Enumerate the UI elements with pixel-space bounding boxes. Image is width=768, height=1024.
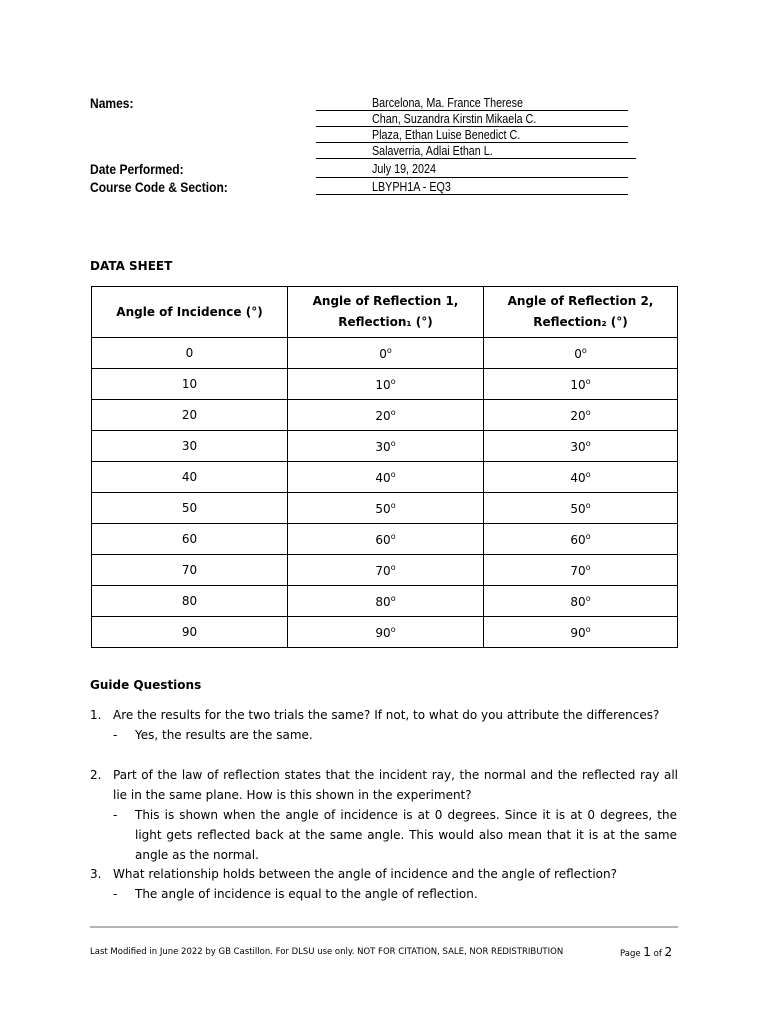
course-label: Course Code & Section: (90, 179, 228, 195)
cell-reflection-1: 90$^o$ (288, 617, 484, 648)
question-2-number: 2. (90, 768, 102, 782)
question-3-text: What relationship holds between the angle of incidence and the angle of reflection? (113, 867, 617, 881)
date-value: July 19, 2024 (372, 162, 436, 176)
cell-reflection-1: 30$^o$ (288, 431, 484, 462)
page-total: 2 (664, 945, 673, 959)
cell-incidence: 30 (92, 431, 288, 462)
course-line (316, 177, 628, 195)
cell-reflection-1: 50$^o$ (288, 493, 484, 524)
table-row (92, 462, 678, 493)
course-value: LBYPH1A - EQ3 (372, 180, 451, 194)
question-1-number: 1. (90, 708, 102, 722)
date-label: Date Performed: (90, 161, 184, 177)
table-row (92, 369, 678, 400)
question-1-text: Are the results for the two trials the same? If not, to what do you attribute the differences? (113, 708, 660, 722)
table-row (92, 586, 678, 617)
cell-reflection-2: 80$^o$ (484, 586, 678, 617)
cell-reflection-2: 30$^o$ (484, 431, 678, 462)
cell-reflection-1: 20$^o$ (288, 400, 484, 431)
answer-1-dash: - (113, 728, 118, 742)
answer-2-dash: - (113, 808, 118, 822)
cell-reflection-2: 20$^o$ (484, 400, 678, 431)
cell-reflection-2: 60$^o$ (484, 524, 678, 555)
cell-reflection-2: 90$^o$ (484, 617, 678, 648)
col-header-reflection-2: Angle of Reflection 2, Reflection₂ (°) (484, 287, 678, 338)
page-number: 1 (643, 945, 651, 959)
answer-3-dash: - (113, 887, 118, 901)
col-header-incidence: Angle of Incidence (°) (92, 287, 288, 338)
names-label: Names: (90, 95, 134, 111)
cell-reflection-1: 70$^o$ (288, 555, 484, 586)
data-sheet-title: DATA SHEET (90, 259, 173, 273)
cell-reflection-1: 60$^o$ (288, 524, 484, 555)
cell-incidence: 80 (92, 586, 288, 617)
table-row (92, 617, 678, 648)
table-row (92, 493, 678, 524)
cell-reflection-1: 80$^o$ (288, 586, 484, 617)
footer-divider (90, 926, 678, 928)
cell-reflection-2: 0$^o$ (484, 338, 678, 369)
cell-incidence: 60 (92, 524, 288, 555)
cell-reflection-2: 40$^o$ (484, 462, 678, 493)
cell-incidence: 0 (92, 338, 288, 369)
guide-questions-title: Guide Questions (90, 678, 202, 692)
cell-reflection-2: 10$^o$ (484, 369, 678, 400)
question-3-number: 3. (90, 867, 102, 881)
answer-3-text: The angle of incidence is equal to the angle of reflection. (135, 887, 478, 901)
col-header-reflection-1: Angle of Reflection 1, Reflection₁ (°) (288, 287, 484, 338)
answer-1-text: Yes, the results are the same. (135, 728, 313, 742)
cell-reflection-1: 0$^o$ (288, 338, 484, 369)
table-row (92, 524, 678, 555)
cell-incidence: 90 (92, 617, 288, 648)
answer-2-text: This is shown when the angle of incidence is at 0 degrees. Since it is at 0 degrees, the light gets reflected back at the same angle. This would also mean that it is at the same angle as the normal. (135, 808, 677, 862)
name-1: Barcelona, Ma. France Therese (372, 96, 523, 110)
footer-notice: Last Modified in June 2022 by GB Castillon. For DLSU use only. NOT FOR CITATION, SALE, NOR REDISTRIBUTION (90, 947, 564, 957)
question-2-text: Part of the law of reflection states that the incident ray, the normal and the reflected ray all lie in the same plane. How is this shown in the experiment? (113, 768, 678, 802)
page-indicator: Page 1 of 2 (620, 945, 673, 959)
cell-reflection-2: 50$^o$ (484, 493, 678, 524)
table-row (92, 431, 678, 462)
cell-incidence: 70 (92, 555, 288, 586)
cell-reflection-1: 10$^o$ (288, 369, 484, 400)
name-2: Chan, Suzandra Kirstin Mikaela C. (372, 112, 537, 126)
table-row (92, 338, 678, 369)
table-row (92, 555, 678, 586)
cell-reflection-1: 40$^o$ (288, 462, 484, 493)
cell-incidence: 40 (92, 462, 288, 493)
name-3: Plaza, Ethan Luise Benedict C. (372, 128, 521, 142)
date-line (316, 160, 628, 178)
cell-incidence: 10 (92, 369, 288, 400)
data-table (91, 286, 678, 648)
cell-incidence: 20 (92, 400, 288, 431)
table-row (92, 400, 678, 431)
cell-reflection-2: 70$^o$ (484, 555, 678, 586)
name-4: Salaverria, Adlai Ethan L. (372, 144, 493, 158)
cell-incidence: 50 (92, 493, 288, 524)
